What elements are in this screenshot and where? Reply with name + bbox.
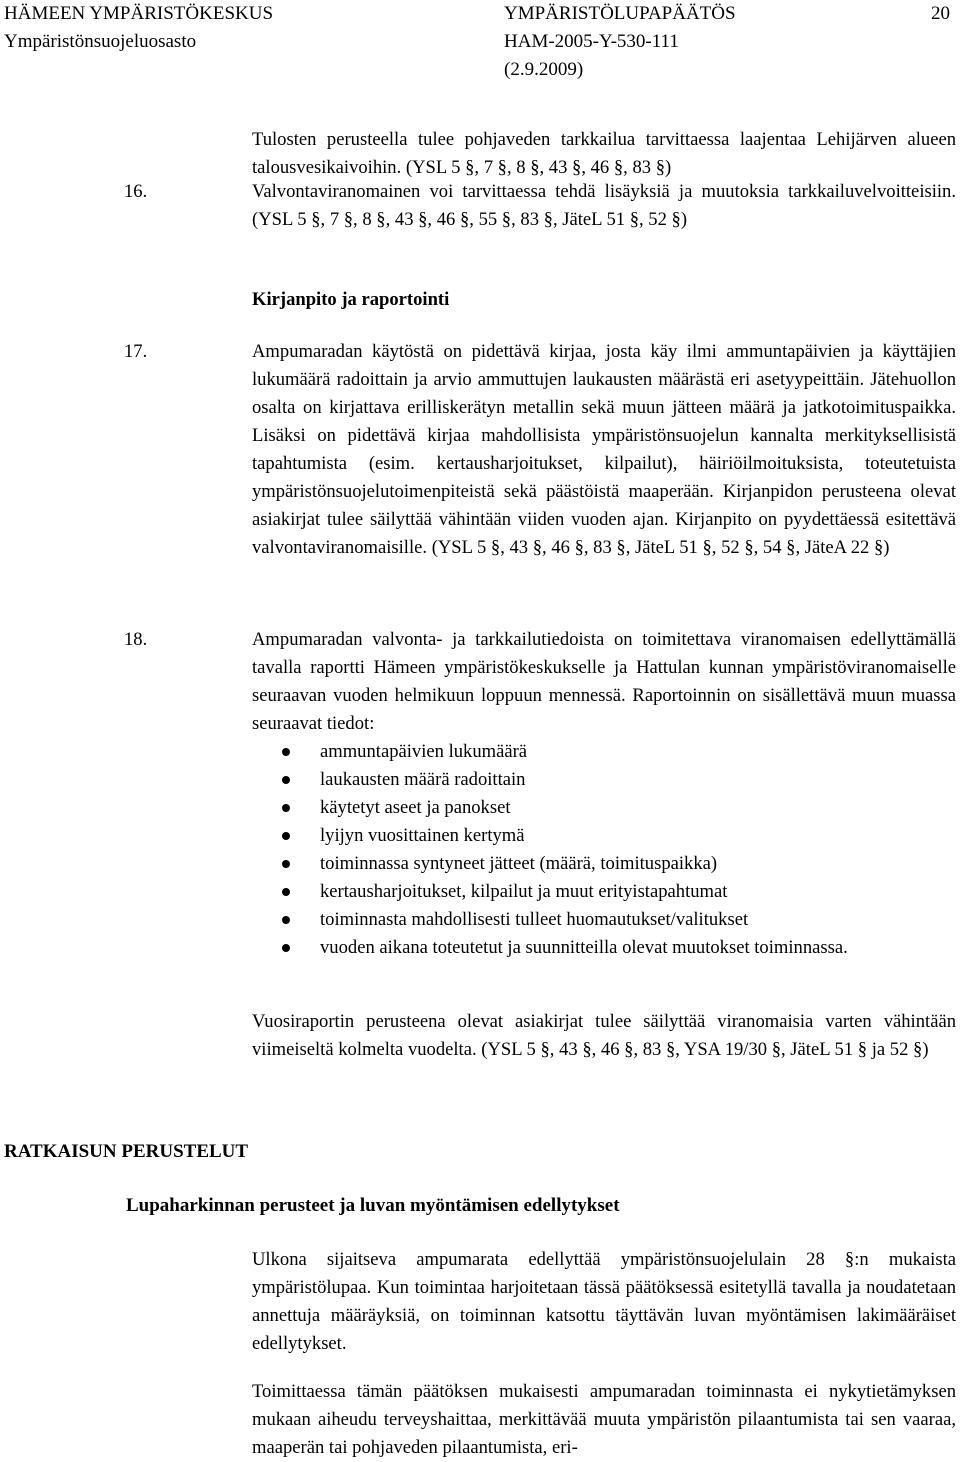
- header-doc-id: HAM-2005-Y-530-111: [504, 31, 679, 52]
- list-item: kertausharjoitukset, kilpailut ja muut erityistapahtumat: [252, 878, 956, 906]
- list-item: käytetyt aseet ja panokset: [252, 794, 956, 822]
- list-item: laukausten määrä radoittain: [252, 766, 956, 794]
- item-16-text: Valvontaviranomainen voi tarvittaessa tehdä lisäyksiä ja muutoksia tarkkailuvelvoitteisiin. (YSL 5 §, 7 §, 8 §, 43 §, 46 §, 55 §, 83 §, JäteL 51 §, 52 §): [252, 181, 956, 230]
- header-doc-type: YMPÄRISTÖLUPAPÄÄTÖS: [504, 3, 736, 24]
- item-16-number: 16.: [124, 181, 148, 202]
- list-item: ammuntapäivien lukumäärä: [252, 738, 956, 766]
- list-item: lyijyn vuosittainen kertymä: [252, 822, 956, 850]
- section-title: RATKAISUN PERUSTELUT: [4, 1141, 249, 1162]
- item-18-text: Ampumaradan valvonta- ja tarkkailutiedoista on toimitettava viranomaisen edellyttämällä tavalla raportti Hämeen ympäristökeskukselle ja Hattulan kunnan ympäristöviranomaiselle seuraavan vuoden helmikuun loppuun mennessä. Raportoinnin on sisällettävä muun muassa seuraavat tiedot:: [252, 629, 956, 734]
- list-item: toiminnassa syntyneet jätteet (määrä, toimituspaikka): [252, 850, 956, 878]
- list-item: vuoden aikana toteutetut ja suunnitteilla olevat muutokset toiminnassa.: [252, 934, 956, 962]
- item-18-closing: Vuosiraportin perusteena olevat asiakirjat tulee säilyttää viranomaisia varten vähintään viimeiseltä kolmelta vuodelta. (YSL 5 §, 43 §, 46 §, 83 §, YSA 19/30 §, JäteL 51 § ja 52 §): [252, 1011, 956, 1060]
- item-18-bullet-list: [252, 738, 956, 962]
- header-unit: Ympäristönsuojeluosasto: [4, 31, 197, 52]
- rationale-paragraph-2: Toimittaessa tämän päätöksen mukaisesti ampumaradan toiminnasta ei nykytietämyksen mukaan aiheudu terveyshaittaa, merkittävää muuta ympäristön pilaantumista tai sen vaaraa, maaperän tai pohjaveden pilaantumista, eri-: [252, 1381, 956, 1458]
- header-date: (2.9.2009): [504, 59, 584, 80]
- header-org: HÄMEEN YMPÄRISTÖKESKUS: [4, 3, 274, 24]
- item-18-number: 18.: [124, 629, 148, 650]
- item-17-number: 17.: [124, 341, 148, 362]
- rationale-paragraph-1: Ulkona sijaitseva ampumarata edellyttää ympäristönsuojelulain 28 §:n mukaista ympäristölupaa. Kun toimintaa harjoitetaan tässä päätöksessä esitetyllä tavalla ja noudatetaan annettuja määräyksiä, on toiminnan katsottu täyttävän luvan myöntämisen lakimääräiset edellytykset.: [252, 1249, 956, 1354]
- section-subtitle: Lupaharkinnan perusteet ja luvan myöntämisen edellytykset: [126, 1195, 620, 1216]
- header-page-number: 20: [931, 3, 950, 24]
- item-17-text: Ampumaradan käytöstä on pidettävä kirjaa, josta käy ilmi ammuntapäivien ja käyttäjien lukumäärä radoittain ja arvio ammuttujen laukausten määrästä eri asetyypeittäin. Jätehuollon osalta on kirjattava erilliskerätyn metallin sekä muun jätteen määrä ja jatkotoimituspaikka. Lisäksi on pidettävä kirjaa mahdollisista ympäristönsuojelun kannalta merkityksellisistä tapahtumista (esim. kertausharjoitukset, kilpailut), häiriöilmoituksista, toteutetuista ympäristönsuojelutoimenpiteistä sekä päästöistä maaperään. Kirjanpidon perusteena olevat asiakirjat tulee säilyttää vähintään viiden vuoden ajan. Kirjanpito on pyydettäessä esitettävä valvontaviranomaisille. (YSL 5 §, 43 §, 46 §, 83 §, JäteL 51 §, 52 §, 54 §, JäteA 22 §): [252, 341, 956, 558]
- list-item: toiminnasta mahdollisesti tulleet huomautukset/valitukset: [252, 906, 956, 934]
- subheading-bookkeeping: Kirjanpito ja raportointi: [252, 289, 450, 310]
- item-18-body: [252, 626, 956, 962]
- intro-paragraph: Tulosten perusteella tulee pohjaveden tarkkailua tarvittaessa laajentaa Lehijärven alueen talousvesikaivoihin. (YSL 5 §, 7 §, 8 §, 43 §, 46 §, 83 §): [252, 129, 956, 178]
- page-header: [4, 0, 950, 84]
